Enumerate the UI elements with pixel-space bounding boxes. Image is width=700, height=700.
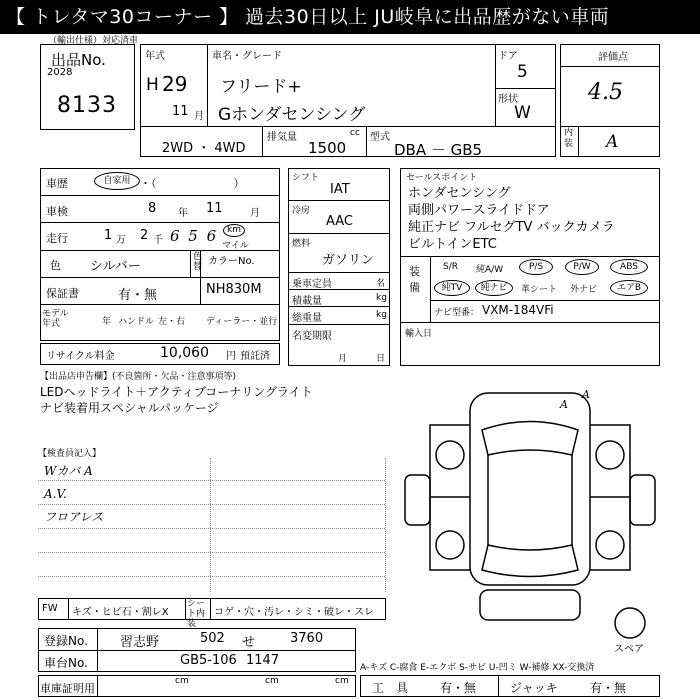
spare-label: スペア [614, 644, 644, 655]
registration-kana: せ [242, 635, 256, 650]
sales-line-2: 両側パワースライドドア [408, 203, 550, 218]
garage-unit-3: cm [335, 676, 349, 686]
interior-label: 内装 [564, 128, 574, 149]
warranty-value: 有・無 [118, 288, 158, 303]
year-label: 年式 [145, 51, 165, 62]
navi-model: VXM-184VFi [482, 303, 554, 317]
type-label: 型式 [370, 132, 390, 143]
shift-value: IAT [330, 182, 350, 197]
mileage-sen-unit: 千 [153, 235, 163, 246]
type-value: DBA － GB5 [394, 141, 483, 159]
inspection-year-unit: 年 [178, 208, 188, 219]
sales-line-3: 純正ナビ フルセグTV バックカメラ [408, 220, 615, 235]
equip-ps: P/S [519, 259, 553, 275]
equip-alloy: 純A/W [476, 265, 504, 275]
load-label: 積載量 [292, 296, 322, 307]
tools-label: 工 具 [372, 681, 409, 695]
equip-pw: P/W [565, 259, 599, 275]
jack-value: 有・無 [590, 681, 627, 695]
model-grade: Gホンダセンシング [218, 105, 366, 125]
color-label: 色 [50, 259, 61, 272]
inspection-month-unit: 月 [250, 208, 260, 219]
declaration-line-2: ナビ装着用スペシャルパッケージ [40, 401, 219, 415]
recycle-unit: 円 [226, 351, 236, 362]
sales-line-4: ビルトインETC [408, 237, 497, 252]
registration-label: 登録No. [44, 634, 88, 648]
lot-code: 2028 [47, 67, 73, 78]
name-change-unit2: 日 [376, 354, 386, 364]
doors-value: 5 [517, 62, 528, 82]
history-rest: ・（ ） [140, 177, 245, 190]
inspection-label: 車検 [46, 205, 68, 218]
equip-abs: ABS [610, 259, 648, 275]
jack-label: ジャッキ [510, 681, 558, 695]
dealer-label: ディーラー・並行 [206, 317, 278, 327]
damage-legend: A-キズ C-腐食 E-エクボ S-サビ U-凹ミ W-補修 XX-交換済 [360, 663, 595, 673]
fuel-label: 燃料 [292, 239, 311, 249]
registration-place: 習志野 [120, 635, 160, 650]
year-month: 11 [172, 104, 189, 119]
lot-label: 出品No. [51, 51, 106, 69]
model-name: フリード+ [220, 77, 302, 97]
score-value: 4.5 [588, 80, 623, 105]
recycle-value: 10,060 [160, 345, 209, 361]
inspector-label: 【検査員記入】 [38, 449, 102, 459]
sales-line-1: ホンダセンシング [408, 186, 511, 201]
seat-text: コゲ・穴・汚レ・シミ・破レ・スレ [214, 607, 374, 618]
fw-label: FW [42, 603, 58, 614]
equip-leather: 革シート [521, 285, 558, 295]
color-code-label: カラーNo. [208, 256, 255, 267]
import-date-label: 輸入日 [405, 329, 433, 339]
capacity-label: 乗車定員 [292, 279, 332, 290]
capacity-unit: 名 [376, 279, 386, 289]
equip-navi: 純ナビ [475, 280, 513, 296]
declaration-label: 【出品店申告欄】(不良箇所・欠品・注意事項等) [40, 372, 237, 382]
shape-label: 形状 [498, 94, 518, 105]
declaration-line-1: LEDヘッドライト＋アクティブコーナリングライト [40, 385, 313, 399]
chassis-label: 車台No. [44, 656, 88, 670]
shape-value: W [514, 103, 531, 123]
year-era: H [146, 75, 159, 95]
mileage-man: 1 [104, 228, 113, 243]
chassis-value-2: 1147 [246, 653, 280, 668]
color-value: シルバー [90, 259, 141, 274]
inspector-note-3: フロアレス [44, 510, 104, 524]
interior-value: A [606, 132, 619, 152]
recycle-label: リサイクル料金 [46, 351, 115, 362]
garage-unit-1: cm [175, 676, 189, 686]
warranty-label: 保証書 [46, 287, 79, 300]
registration-class: 502 [200, 631, 225, 646]
displacement-unit: cc [350, 128, 360, 138]
lot-number: 8133 [57, 93, 117, 118]
name-change-unit: 月 [338, 354, 348, 364]
model-year-unit: 年 [102, 317, 112, 327]
fuel-value: ガソリン [322, 253, 375, 268]
navi-label: ナビ型番： [434, 308, 480, 318]
model-year-label: モデル年式 [42, 309, 69, 329]
sales-label: セールスポイント [406, 173, 478, 183]
mileage-digits: 6 5 6 [170, 227, 219, 245]
equipment-label: 装備 [409, 265, 420, 294]
year-month-unit: 月 [194, 111, 204, 122]
inspector-note-1: Wカバ A [44, 464, 93, 478]
score-label: 評価点 [598, 52, 628, 63]
mileage-unit-mile: マイル [222, 241, 249, 251]
handle-value: 左・右 [158, 317, 186, 327]
history-value: 自家用 [94, 172, 140, 190]
equip-sr: S/R [443, 262, 458, 272]
garage-unit-2: cm [265, 676, 279, 686]
mileage-label: 走行 [46, 232, 68, 245]
corner-banner: 【 トレタマ30コーナー 】 過去30日以上 JU岐阜に出品歴がない車両 [0, 0, 700, 34]
seat-label: シート内装 [187, 599, 206, 629]
garage-label: 車庫証明用 [40, 682, 95, 695]
fw-text: キズ・ヒビ石・割レX [72, 607, 169, 618]
chassis-value: GB5-106 [180, 653, 237, 668]
car-damage-diagram [400, 385, 660, 655]
aircon-value: AAC [326, 214, 353, 229]
inspector-note-2: A.V. [44, 487, 67, 501]
aircon-label: 冷房 [292, 206, 311, 216]
tools-value: 有・無 [440, 681, 477, 695]
equip-airbag: エアB [610, 280, 648, 296]
inspection-month: 11 [206, 201, 223, 216]
equip-ext-navi: 外ナビ [570, 285, 598, 295]
displacement-label: 排気量 [267, 132, 297, 143]
weight-unit: kg [376, 310, 387, 320]
diagram-mark-1: A [582, 388, 590, 401]
shift-label: シフト [292, 173, 320, 183]
repaint-label: 色替 [193, 252, 203, 272]
mileage-man-unit: 万 [116, 235, 126, 246]
equip-tv: 純TV [434, 280, 470, 296]
displacement-value: 1500 [308, 139, 347, 157]
year-value: 29 [162, 72, 188, 96]
model-label: 車名・グレード [212, 51, 282, 62]
mileage-sen: 2 [140, 228, 149, 243]
lot-box [40, 44, 135, 130]
recycle-note: 預託済 [240, 351, 270, 362]
registration-number: 3760 [290, 631, 324, 646]
drive-type: 2WD ・ 4WD [162, 141, 246, 156]
doors-label: ドア [498, 51, 518, 62]
export-note: （輸出仕様）対応済車 [48, 36, 139, 46]
mileage-unit-km: km [223, 224, 245, 237]
diagram-mark-2: A [560, 398, 568, 411]
weight-label: 総重量 [292, 313, 322, 324]
inspection-year: 8 [148, 201, 157, 216]
handle-label: ハンドル [118, 317, 155, 327]
history-label: 車歴 [46, 177, 68, 190]
load-unit: kg [376, 293, 387, 303]
name-change-label: 名変期限 [292, 331, 332, 342]
color-code: NH830M [206, 282, 262, 297]
